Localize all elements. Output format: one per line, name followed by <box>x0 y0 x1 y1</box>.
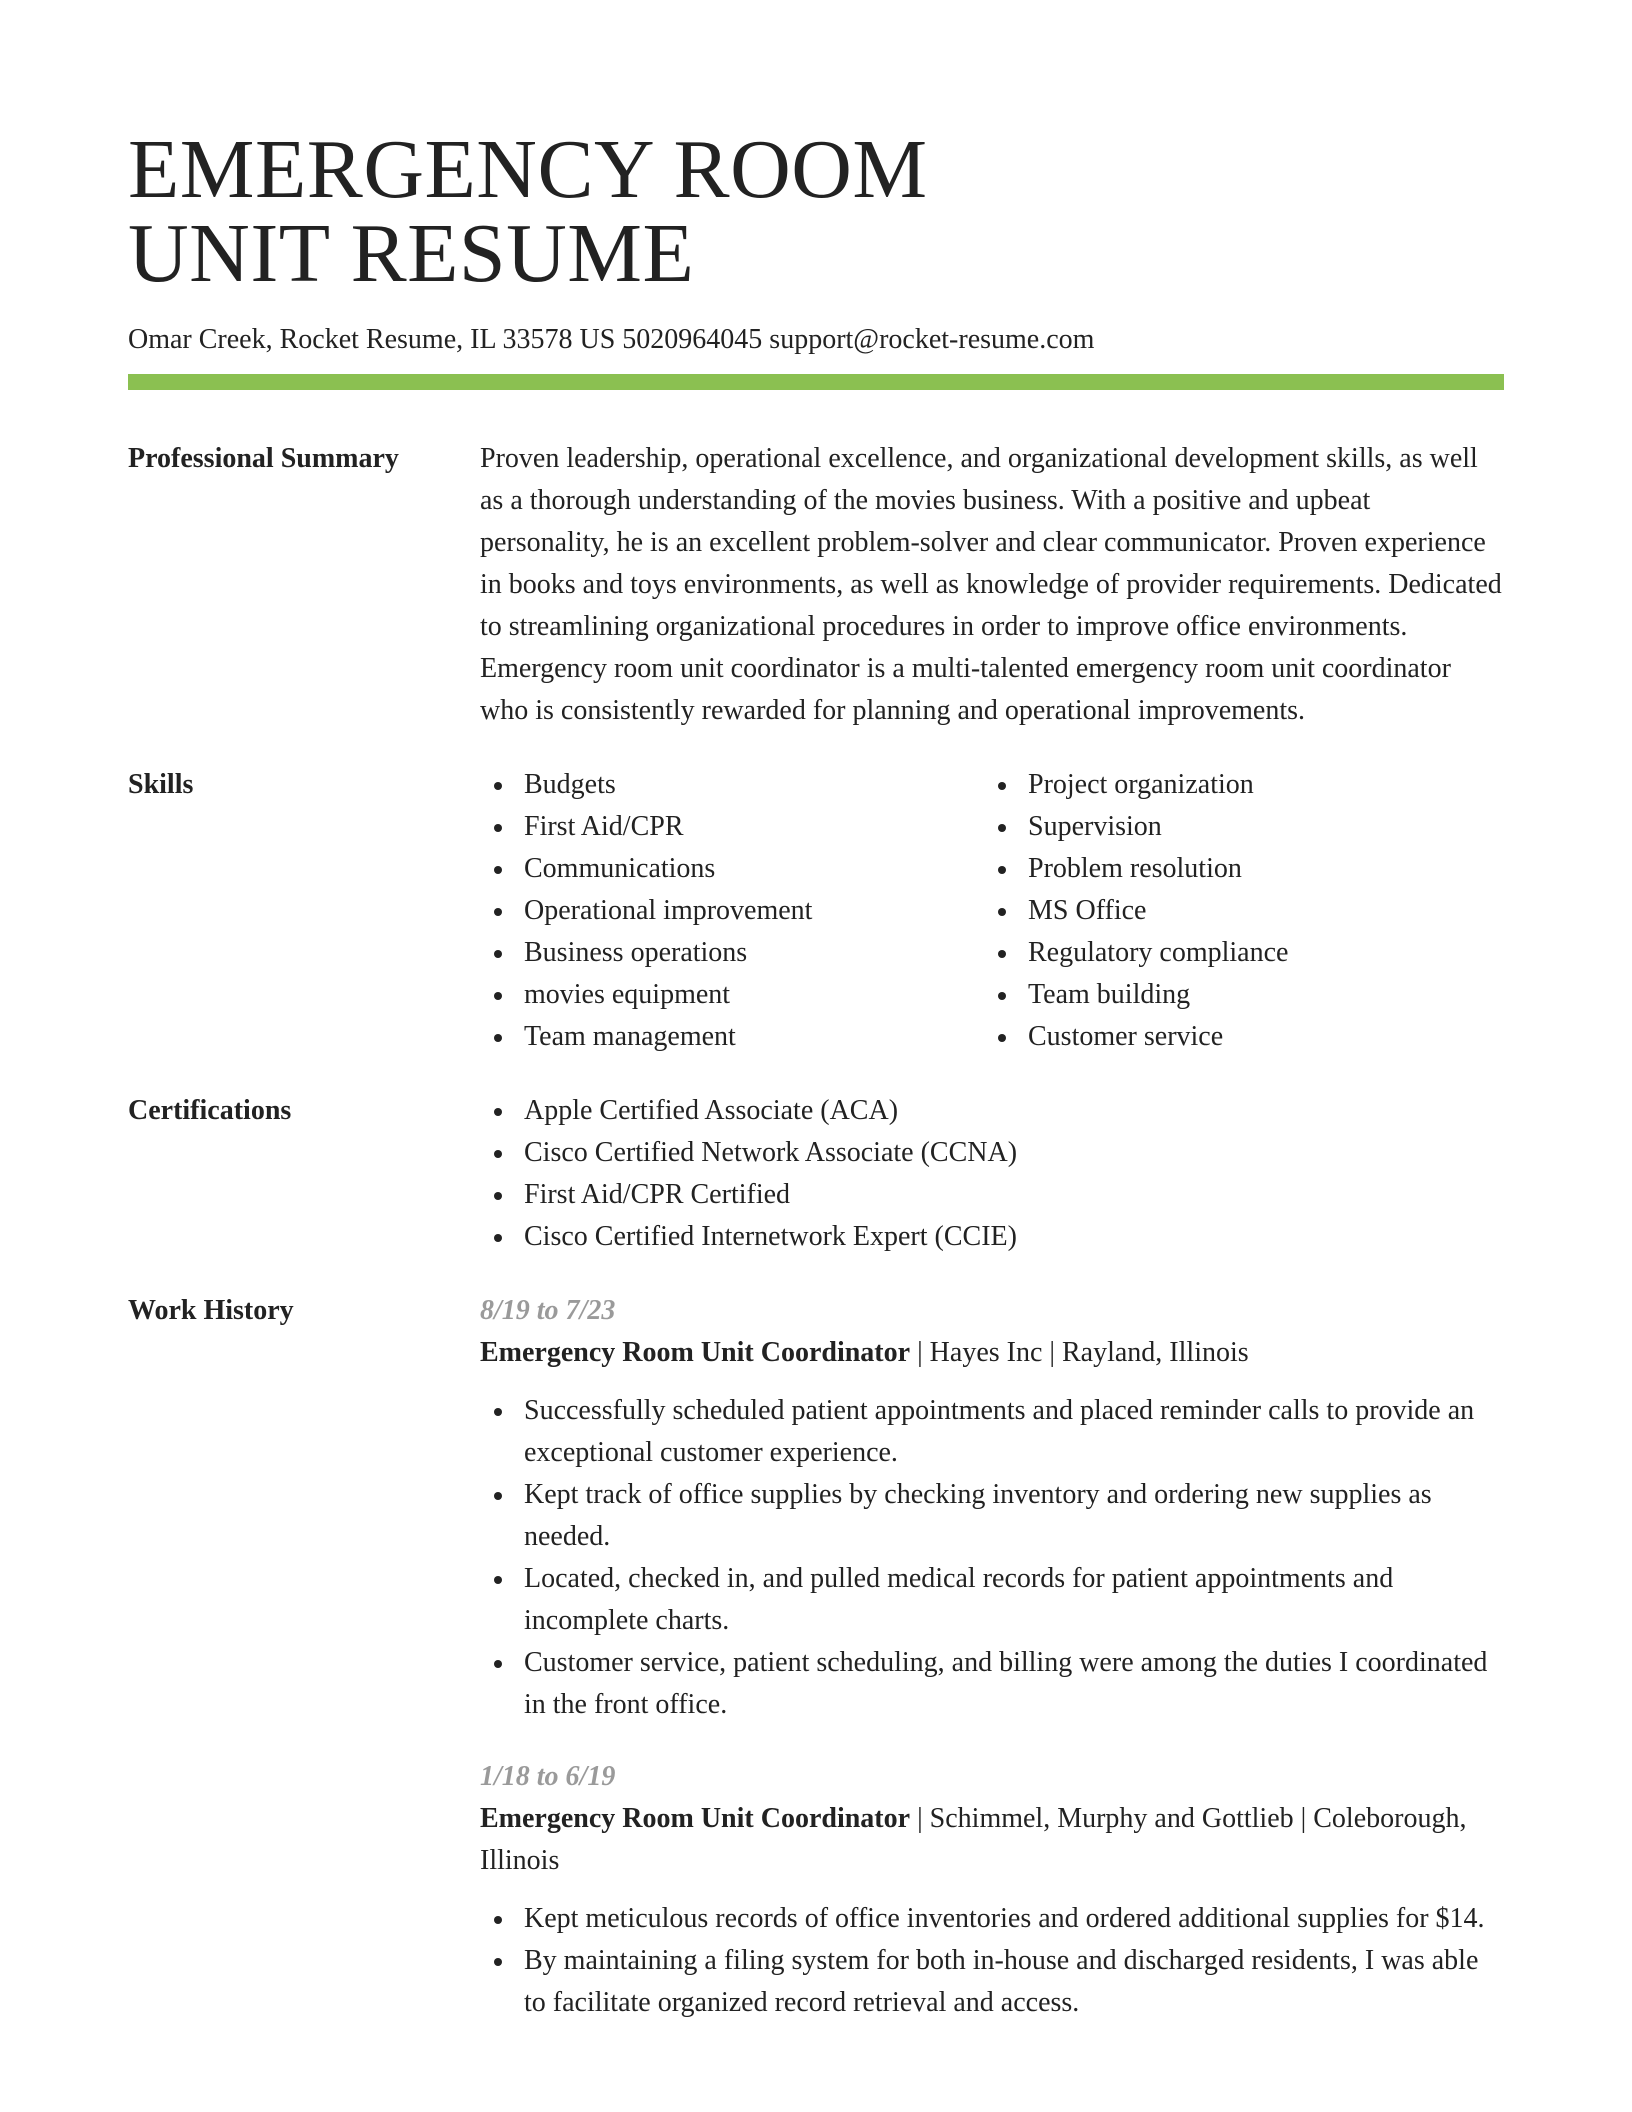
certifications-section <box>128 1090 1504 1258</box>
skills-grid <box>480 764 1504 1058</box>
skill-item: Team building <box>984 974 1488 1016</box>
job-duties-list <box>480 1898 1504 2024</box>
job-dates: 1/18 to 6/19 <box>480 1761 616 1792</box>
certification-item: Cisco Certified Network Associate (CCNA) <box>480 1132 1504 1174</box>
job-entry <box>480 1756 1504 2024</box>
work-history-body <box>480 1290 1504 2024</box>
job-duties-list <box>480 1390 1504 1726</box>
title-line-2: UNIT RESUME <box>128 207 695 300</box>
job-dates: 8/19 to 7/23 <box>480 1295 616 1326</box>
job-duty: Customer service, patient scheduling, and billing were among the duties I coordinated in the front office. <box>480 1642 1504 1726</box>
skill-item: First Aid/CPR <box>480 806 984 848</box>
skill-item: Budgets <box>480 764 984 806</box>
skill-item: Project organization <box>984 764 1488 806</box>
skill-item: Communications <box>480 848 984 890</box>
skill-item: Customer service <box>984 1016 1488 1058</box>
section-label-certifications: Certifications <box>128 1095 292 1126</box>
certifications-list <box>480 1090 1504 1258</box>
skill-item: Business operations <box>480 932 984 974</box>
skill-item: Operational improvement <box>480 890 984 932</box>
section-label-summary: Professional Summary <box>128 443 399 474</box>
resume-title <box>128 123 1028 300</box>
skill-item: Supervision <box>984 806 1488 848</box>
job-title: Emergency Room Unit Coordinator <box>480 1803 911 1834</box>
title-line-1: EMERGENCY ROOM <box>128 123 928 216</box>
skill-item: Problem resolution <box>984 848 1488 890</box>
job-duty: Successfully scheduled patient appointments and placed reminder calls to provide an exceptional customer experience. <box>480 1390 1504 1474</box>
section-label-skills: Skills <box>128 769 194 800</box>
skill-item: Team management <box>480 1016 984 1058</box>
certification-item: Cisco Certified Internetwork Expert (CCIE) <box>480 1216 1504 1258</box>
certification-item: First Aid/CPR Certified <box>480 1174 1504 1216</box>
work-history-section <box>128 1290 1504 2024</box>
job-title: Emergency Room Unit Coordinator <box>480 1337 911 1368</box>
section-label-work-history: Work History <box>128 1295 294 1326</box>
skill-item: movies equipment <box>480 974 984 1016</box>
job-title-line <box>480 1332 1504 1374</box>
summary-text: Proven leadership, operational excellence, and organizational development skills, as well as a thorough understanding of the movies business. With a positive and upbeat personality, he is an excellent problem-solver and clear communicator. Proven experience in books and toys environments, as well as knowledge of provider requirements. Dedicated to streamlining organizational procedures in order to improve office environments. Emergency room unit coordinator is a multi-talented emergency room unit coordinator who is consistently rewarded for planning and operational improvements. <box>480 443 1502 726</box>
certifications-body <box>480 1090 1504 1258</box>
job-details: | Hayes Inc | Rayland, Illinois <box>910 1337 1249 1368</box>
job-details: | Schimmel, Murphy and Gottlieb | Coleborough, Illinois <box>480 1803 1467 1876</box>
accent-divider <box>128 374 1504 390</box>
certification-item: Apple Certified Associate (ACA) <box>480 1090 1504 1132</box>
job-duty: By maintaining a filing system for both in-house and discharged residents, I was able to facilitate organized record retrieval and access. <box>480 1940 1504 2024</box>
skills-list-right <box>984 764 1488 1058</box>
professional-summary-section <box>128 438 1504 732</box>
skills-list-left <box>480 764 984 1058</box>
job-title-line <box>480 1798 1504 1882</box>
skills-section <box>128 764 1504 1058</box>
skill-item: MS Office <box>984 890 1488 932</box>
job-entry <box>480 1290 1504 1726</box>
contact-line: Omar Creek, Rocket Resume, IL 33578 US 5020964045 support@rocket-resume.com <box>128 324 1095 355</box>
job-duty: Kept meticulous records of office inventories and ordered additional supplies for $14. <box>480 1898 1504 1940</box>
skill-item: Regulatory compliance <box>984 932 1488 974</box>
job-duty: Kept track of office supplies by checking inventory and ordering new supplies as needed. <box>480 1474 1504 1558</box>
job-duty: Located, checked in, and pulled medical records for patient appointments and incomplete charts. <box>480 1558 1504 1642</box>
